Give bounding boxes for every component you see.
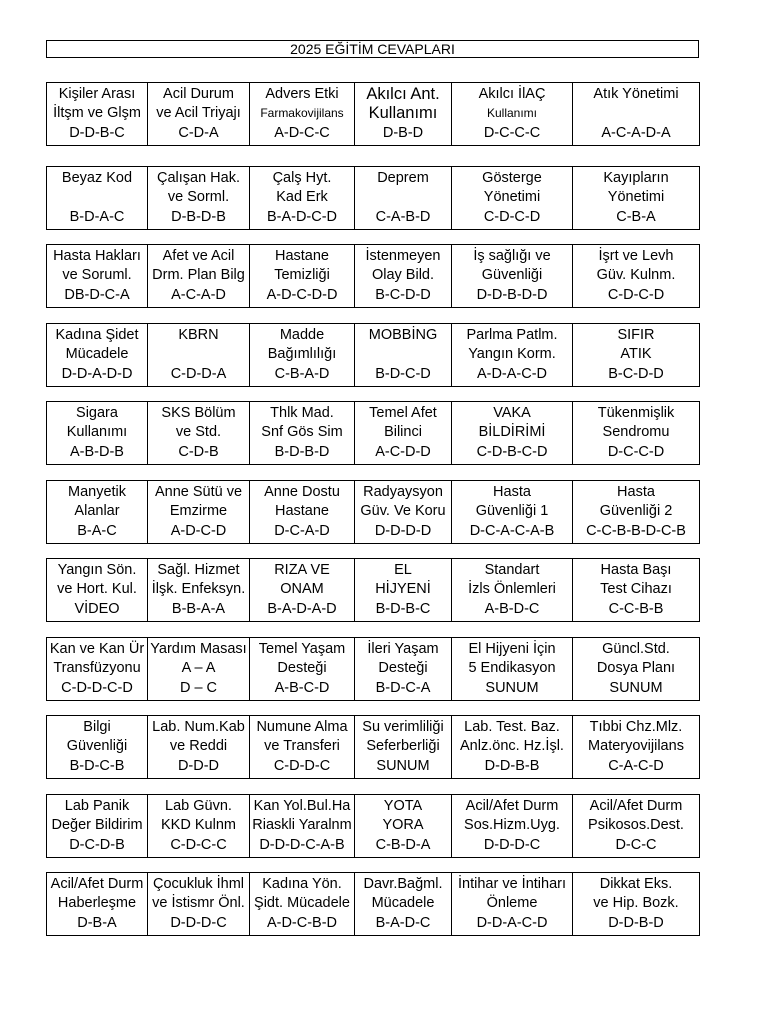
answer-cell xyxy=(355,245,452,307)
answer-key: SUNUM xyxy=(376,758,430,774)
topic-line: Desteği xyxy=(378,660,428,676)
answer-key: B-A-D-C-D xyxy=(266,209,338,225)
answer-cell xyxy=(355,324,452,386)
answer-cell xyxy=(452,638,573,700)
topic-line: Tıbbi Chz.Mlz. xyxy=(589,719,683,735)
topic-line: Akılcı Ant. xyxy=(366,85,440,103)
topic-line: İstenmeyen xyxy=(365,248,441,264)
answer-cell xyxy=(452,795,573,857)
answer-cell xyxy=(452,559,573,621)
topic-line: Lab. Num.Kab xyxy=(152,719,245,735)
answer-key: B-D-A-C xyxy=(69,209,125,225)
topic-line: ONAM xyxy=(280,581,324,597)
topic-line: Manyetik xyxy=(67,484,127,500)
topic-line: Yönetimi xyxy=(483,189,541,205)
answer-cell xyxy=(250,245,355,307)
answer-key: D-D-A-C-D xyxy=(476,915,548,931)
answer-cell xyxy=(452,83,573,145)
topic-line: Kişiler Arası xyxy=(58,86,136,102)
topic-line: ve Hip. Bozk. xyxy=(593,895,679,911)
topic-line: Materyovijilans xyxy=(588,738,684,754)
topic-line: Lab. Test. Baz. xyxy=(464,719,560,735)
answer-cell xyxy=(250,873,355,935)
topic-line: Kan Yol.Bul.Ha xyxy=(253,798,351,814)
topic-line: Hasta Hakları xyxy=(53,248,141,264)
answer-key: B-D-C-D xyxy=(375,366,431,382)
answer-cell xyxy=(573,559,699,621)
answer-cell xyxy=(355,167,452,229)
answer-cell xyxy=(148,559,250,621)
answer-key: B-D-C-B xyxy=(69,758,125,774)
topic-line: Drm. Plan Bilg xyxy=(152,267,245,283)
answer-key: D-B-A xyxy=(77,915,117,931)
answer-row xyxy=(46,166,700,230)
topic-line: Farmakovijilans xyxy=(260,106,344,120)
topic-line: Güvenliği 2 xyxy=(599,503,673,519)
answer-key: D-D-B-D-D xyxy=(476,287,548,303)
answer-cell xyxy=(355,716,452,778)
topic-line: EL xyxy=(394,562,412,578)
answer-cell xyxy=(148,638,250,700)
answer-cell xyxy=(47,245,148,307)
topic-line: KBRN xyxy=(178,327,219,343)
topic-line: Temizliği xyxy=(274,267,330,283)
answer-key: C-D-C-D xyxy=(483,209,541,225)
topic-line: Değer Bildirim xyxy=(51,817,143,833)
topic-line: 5 Endikasyon xyxy=(468,660,556,676)
answer-cell xyxy=(452,873,573,935)
topic-line: Radyaysyon xyxy=(363,484,443,500)
topic-line: ve Transferi xyxy=(264,738,340,754)
topic-line: Hastane xyxy=(274,248,329,264)
topic-line: Kad Erk xyxy=(276,189,328,205)
topic-line: Su verimliliği xyxy=(362,719,444,735)
answer-cell xyxy=(452,716,573,778)
answer-key: D-D-A-D-D xyxy=(61,366,133,382)
topic-line: VAKA xyxy=(493,405,531,421)
answer-cell xyxy=(355,481,452,543)
answer-key: A-C-D-D xyxy=(375,444,431,460)
answer-cell xyxy=(47,402,148,464)
answer-key: B-D-C-A xyxy=(375,680,431,696)
topic-line: Atık Yönetimi xyxy=(593,86,679,102)
answer-cell xyxy=(355,873,452,935)
topic-line: Güncl.Std. xyxy=(602,641,670,657)
answer-row xyxy=(46,637,700,701)
topic-line: Kadına Yön. xyxy=(262,876,342,892)
answer-cell xyxy=(250,481,355,543)
answer-cell xyxy=(355,638,452,700)
topic-line: Yangın Korm. xyxy=(468,346,556,362)
topic-line: Çocukluk İhml xyxy=(152,876,245,892)
answer-row xyxy=(46,558,700,622)
answer-cell xyxy=(355,559,452,621)
answer-cell xyxy=(148,167,250,229)
answer-cell xyxy=(250,795,355,857)
answer-cell xyxy=(573,245,699,307)
answer-cell xyxy=(452,167,573,229)
topic-line: Alanlar xyxy=(74,503,120,519)
topic-line: İş sağlığı ve xyxy=(473,248,551,264)
answer-key: B-A-D-C xyxy=(375,915,431,931)
answer-cell xyxy=(573,83,699,145)
topic-line: ve Sorml. xyxy=(167,189,230,205)
topic-line: ve Soruml. xyxy=(62,267,132,283)
topic-line: RIZA VE xyxy=(274,562,330,578)
answer-key: D-C-C-C xyxy=(483,125,541,141)
answer-cell xyxy=(452,402,573,464)
topic-line: Psikosos.Dest. xyxy=(588,817,684,833)
answer-key: C-C-B-B xyxy=(608,601,664,617)
answer-cell xyxy=(573,402,699,464)
answer-row xyxy=(46,715,700,779)
answer-key: C-D-A xyxy=(178,125,219,141)
topic-line: Parlma Patlm. xyxy=(466,327,558,343)
answer-cell xyxy=(148,402,250,464)
answer-key: A-D-C-D-D xyxy=(266,287,338,303)
answer-cell xyxy=(148,481,250,543)
answer-row xyxy=(46,244,700,308)
topic-line: Dosya Planı xyxy=(596,660,676,676)
answer-key: C-D-B xyxy=(178,444,219,460)
topic-line: Seferberliği xyxy=(366,738,440,754)
topic-line: ve Reddi xyxy=(169,738,228,754)
topic-line: Gösterge xyxy=(482,170,542,186)
topic-line: Önleme xyxy=(486,895,538,911)
answer-key: C-D-D-A xyxy=(170,366,227,382)
topic-line: Çalş Hyt. xyxy=(272,170,332,186)
answer-key: D-C-C-D xyxy=(607,444,665,460)
answer-key: B-A-D-A-D xyxy=(267,601,337,617)
answer-cell xyxy=(250,559,355,621)
topic-line: Güvenliği 1 xyxy=(475,503,549,519)
answer-cell xyxy=(573,716,699,778)
topic-line: ve Acil Triyajı xyxy=(156,105,241,121)
answer-cell xyxy=(47,638,148,700)
topic-line: Kan ve Kan Ür xyxy=(49,641,145,657)
answer-cell xyxy=(250,402,355,464)
answer-key: C-B-A-D xyxy=(274,366,330,382)
answer-cell xyxy=(148,245,250,307)
topic-line: Akılcı İlAÇ xyxy=(478,86,546,102)
topic-line: BİLDİRİMİ xyxy=(478,424,546,440)
answer-key: D-D-D-C-A-B xyxy=(259,837,345,853)
answer-key: A-D-A-C-D xyxy=(476,366,548,382)
topic-line: YOTA xyxy=(383,798,423,814)
topic-line: Hastane xyxy=(274,503,329,519)
topic-line: Numune Alma xyxy=(256,719,348,735)
answer-cell xyxy=(573,873,699,935)
answer-key: A-B-D-B xyxy=(70,444,124,460)
topic-line: İzls Önlemleri xyxy=(468,581,556,597)
topic-line: Temel Afet xyxy=(369,405,437,421)
topic-line: Sigara xyxy=(76,405,118,421)
answer-key: A-D-C-B-D xyxy=(266,915,338,931)
topic-line: Mücadele xyxy=(371,895,435,911)
answer-key: D-D-D xyxy=(177,758,220,774)
topic-line: Güv. Kulnm. xyxy=(596,267,676,283)
answer-key: A-C-A-D-A xyxy=(601,125,671,141)
topic-line: Güvenliği xyxy=(481,267,543,283)
topic-line: Thlk Mad. xyxy=(270,405,334,421)
topic-line: Acil/Afet Durm xyxy=(465,798,559,814)
topic-line: Olay Bild. xyxy=(371,267,435,283)
topic-line: Çalışan Hak. xyxy=(156,170,240,186)
answer-key: A-C-A-D xyxy=(171,287,226,303)
topic-line: Transfüzyonu xyxy=(53,660,141,676)
answer-key: D – C xyxy=(179,680,218,696)
answer-cell xyxy=(573,167,699,229)
answer-key: B-D-B-C xyxy=(375,601,431,617)
topic-line: Acil/Afet Durm xyxy=(589,798,683,814)
topic-line: Lab Güvn. xyxy=(165,798,232,814)
topic-line: İltşm ve Glşm xyxy=(53,105,141,121)
answer-key: D-D-D-C xyxy=(170,915,227,931)
answer-row xyxy=(46,480,700,544)
topic-line: Kadına Şidet xyxy=(55,327,139,343)
answer-key: D-D-B-B xyxy=(484,758,540,774)
answer-key: D-D-D-D xyxy=(374,523,432,539)
answer-cell xyxy=(47,324,148,386)
topic-line: A – A xyxy=(181,660,216,676)
topic-line: Sağl. Hizmet xyxy=(157,562,240,578)
topic-line: HİJYENİ xyxy=(375,581,431,597)
topic-line: SKS Bölüm xyxy=(161,405,236,421)
topic-line: Standart xyxy=(484,562,540,578)
answer-cell xyxy=(355,795,452,857)
answer-key: C-A-B-D xyxy=(375,209,431,225)
topic-line: Kullanımı xyxy=(66,424,128,440)
topic-line: Bağımlılığı xyxy=(267,346,337,362)
answer-key: D-D-B-C xyxy=(69,125,125,141)
answer-key: D-D-B-D xyxy=(608,915,664,931)
answer-key: D-C-C xyxy=(615,837,657,853)
answer-cell xyxy=(47,167,148,229)
topic-line: İşrt ve Levh xyxy=(598,248,674,264)
answer-key: SUNUM xyxy=(609,680,663,696)
topic-line: Advers Etki xyxy=(265,86,339,102)
answer-key: D-D-D-C xyxy=(483,837,541,853)
topic-line: Hasta Başı xyxy=(600,562,672,578)
topic-line: MOBBİNG xyxy=(368,327,438,343)
answer-cell xyxy=(452,324,573,386)
answer-key: A-B-D-C xyxy=(484,601,540,617)
topic-line: ve Hort. Kul. xyxy=(57,581,137,597)
answer-key: VİDEO xyxy=(74,601,120,617)
answer-cell xyxy=(148,873,250,935)
topic-line: Bilgi xyxy=(83,719,111,735)
answer-row xyxy=(46,794,700,858)
topic-line: Sendromu xyxy=(602,424,670,440)
topic-line: ATIK xyxy=(620,346,652,362)
answer-cell xyxy=(573,638,699,700)
topic-line: Bilinci xyxy=(384,424,422,440)
topic-line: ve Std. xyxy=(175,424,222,440)
topic-line: Kullanımı xyxy=(486,106,538,120)
topic-line: Deprem xyxy=(377,170,429,186)
topic-line: YORA xyxy=(382,817,424,833)
answer-cell xyxy=(148,324,250,386)
topic-line: Mücadele xyxy=(65,346,129,362)
topic-line: Anne Dostu xyxy=(264,484,340,500)
topic-line: Riaskli Yaralnm xyxy=(252,817,352,833)
topic-line: Dikkat Eks. xyxy=(599,876,673,892)
topic-line: Emzirme xyxy=(169,503,228,519)
answer-row xyxy=(46,82,700,146)
answer-cell xyxy=(355,83,452,145)
topic-line: Yönetimi xyxy=(607,189,665,205)
topic-line: Hasta xyxy=(617,484,655,500)
answer-key: C-D-B-C-D xyxy=(476,444,548,460)
answer-cell xyxy=(250,83,355,145)
topic-line: Temel Yaşam xyxy=(258,641,346,657)
answer-key: DB-D-C-A xyxy=(64,287,130,303)
answer-key: C-D-C-D xyxy=(607,287,665,303)
topic-line: İntihar ve İntiharı xyxy=(458,876,566,892)
answer-cell xyxy=(250,638,355,700)
answer-cell xyxy=(573,481,699,543)
answer-cell xyxy=(355,402,452,464)
answer-cell xyxy=(47,83,148,145)
answer-key: B-D-B-D xyxy=(274,444,330,460)
answer-cell xyxy=(250,716,355,778)
answer-cell xyxy=(452,481,573,543)
topic-line: ve İstismr Önl. xyxy=(152,895,245,911)
topic-line: Snf Gös Sim xyxy=(261,424,343,440)
topic-line: Acil/Afet Durm xyxy=(50,876,144,892)
topic-line: Tükenmişlik xyxy=(597,405,675,421)
answer-cell xyxy=(573,324,699,386)
answer-row xyxy=(46,872,700,936)
topic-line: İleri Yaşam xyxy=(367,641,439,657)
answer-key: B-C-D-D xyxy=(375,287,431,303)
page-title: 2025 EĞİTİM CEVAPLARI xyxy=(46,40,699,58)
answer-cell xyxy=(47,481,148,543)
topic-line: SIFIR xyxy=(617,327,655,343)
topic-line: Anlz.önc. Hz.İşl. xyxy=(460,738,564,754)
topic-line: Hasta xyxy=(493,484,531,500)
answer-cell xyxy=(47,795,148,857)
answer-cell xyxy=(47,716,148,778)
answer-cell xyxy=(148,716,250,778)
topic-line: Kullanımı xyxy=(368,104,438,122)
topic-line: Yangın Sön. xyxy=(57,562,137,578)
topic-line: Haberleşme xyxy=(57,895,137,911)
answer-key: B-C-D-D xyxy=(608,366,664,382)
topic-line: Yardım Masası xyxy=(150,641,247,657)
answer-key: D-B-D xyxy=(382,125,424,141)
topic-line: Test Cihazı xyxy=(600,581,672,597)
topic-line: Güvenliği xyxy=(66,738,128,754)
topic-line: Sos.Hizm.Uyg. xyxy=(464,817,560,833)
topic-line: Anne Sütü ve xyxy=(154,484,243,500)
topic-line: Beyaz Kod xyxy=(61,170,133,186)
answer-key: A-D-C-C xyxy=(274,125,330,141)
answer-cell xyxy=(148,83,250,145)
topic-line: Desteği xyxy=(277,660,327,676)
answer-key: D-C-D-B xyxy=(69,837,125,853)
answer-key: SUNUM xyxy=(485,680,539,696)
answer-key: A-D-C-D xyxy=(170,523,227,539)
answer-key: C-B-D-A xyxy=(375,837,431,853)
topic-line: Lab Panik xyxy=(64,798,130,814)
answer-cell xyxy=(573,795,699,857)
answer-key: C-C-B-B-D-C-B xyxy=(586,523,686,539)
answer-key: A-B-C-D xyxy=(274,680,330,696)
topic-line: Şidt. Mücadele xyxy=(254,895,350,911)
topic-line: Kayıpların xyxy=(603,170,669,186)
topic-line: Davr.Bağml. xyxy=(363,876,443,892)
topic-line: İlşk. Enfeksyn. xyxy=(151,581,246,597)
answer-cell xyxy=(250,167,355,229)
answer-key: B-A-C xyxy=(77,523,117,539)
answer-cell xyxy=(47,559,148,621)
answer-cell xyxy=(452,245,573,307)
answer-cell xyxy=(250,324,355,386)
topic-line: Afet ve Acil xyxy=(162,248,235,264)
answer-key: C-B-A xyxy=(616,209,656,225)
answer-cell xyxy=(47,873,148,935)
answer-key: C-D-C-C xyxy=(170,837,227,853)
answer-key: D-C-A-C-A-B xyxy=(469,523,555,539)
answer-row xyxy=(46,401,700,465)
answer-cell xyxy=(148,795,250,857)
topic-line: Acil Durum xyxy=(163,86,234,102)
answer-row xyxy=(46,323,700,387)
answer-key: D-B-D-B xyxy=(171,209,226,225)
answer-key: D-C-A-D xyxy=(274,523,330,539)
answer-key: C-A-C-D xyxy=(608,758,664,774)
answer-key: B-B-A-A xyxy=(171,601,226,617)
topic-line: Güv. Ve Koru xyxy=(360,503,446,519)
topic-line: KKD Kulnm xyxy=(161,817,236,833)
answer-key: C-D-D-C xyxy=(273,758,331,774)
answer-key: C-D-D-C-D xyxy=(61,680,133,696)
topic-line: El Hijyeni İçin xyxy=(468,641,556,657)
topic-line: Madde xyxy=(279,327,325,343)
